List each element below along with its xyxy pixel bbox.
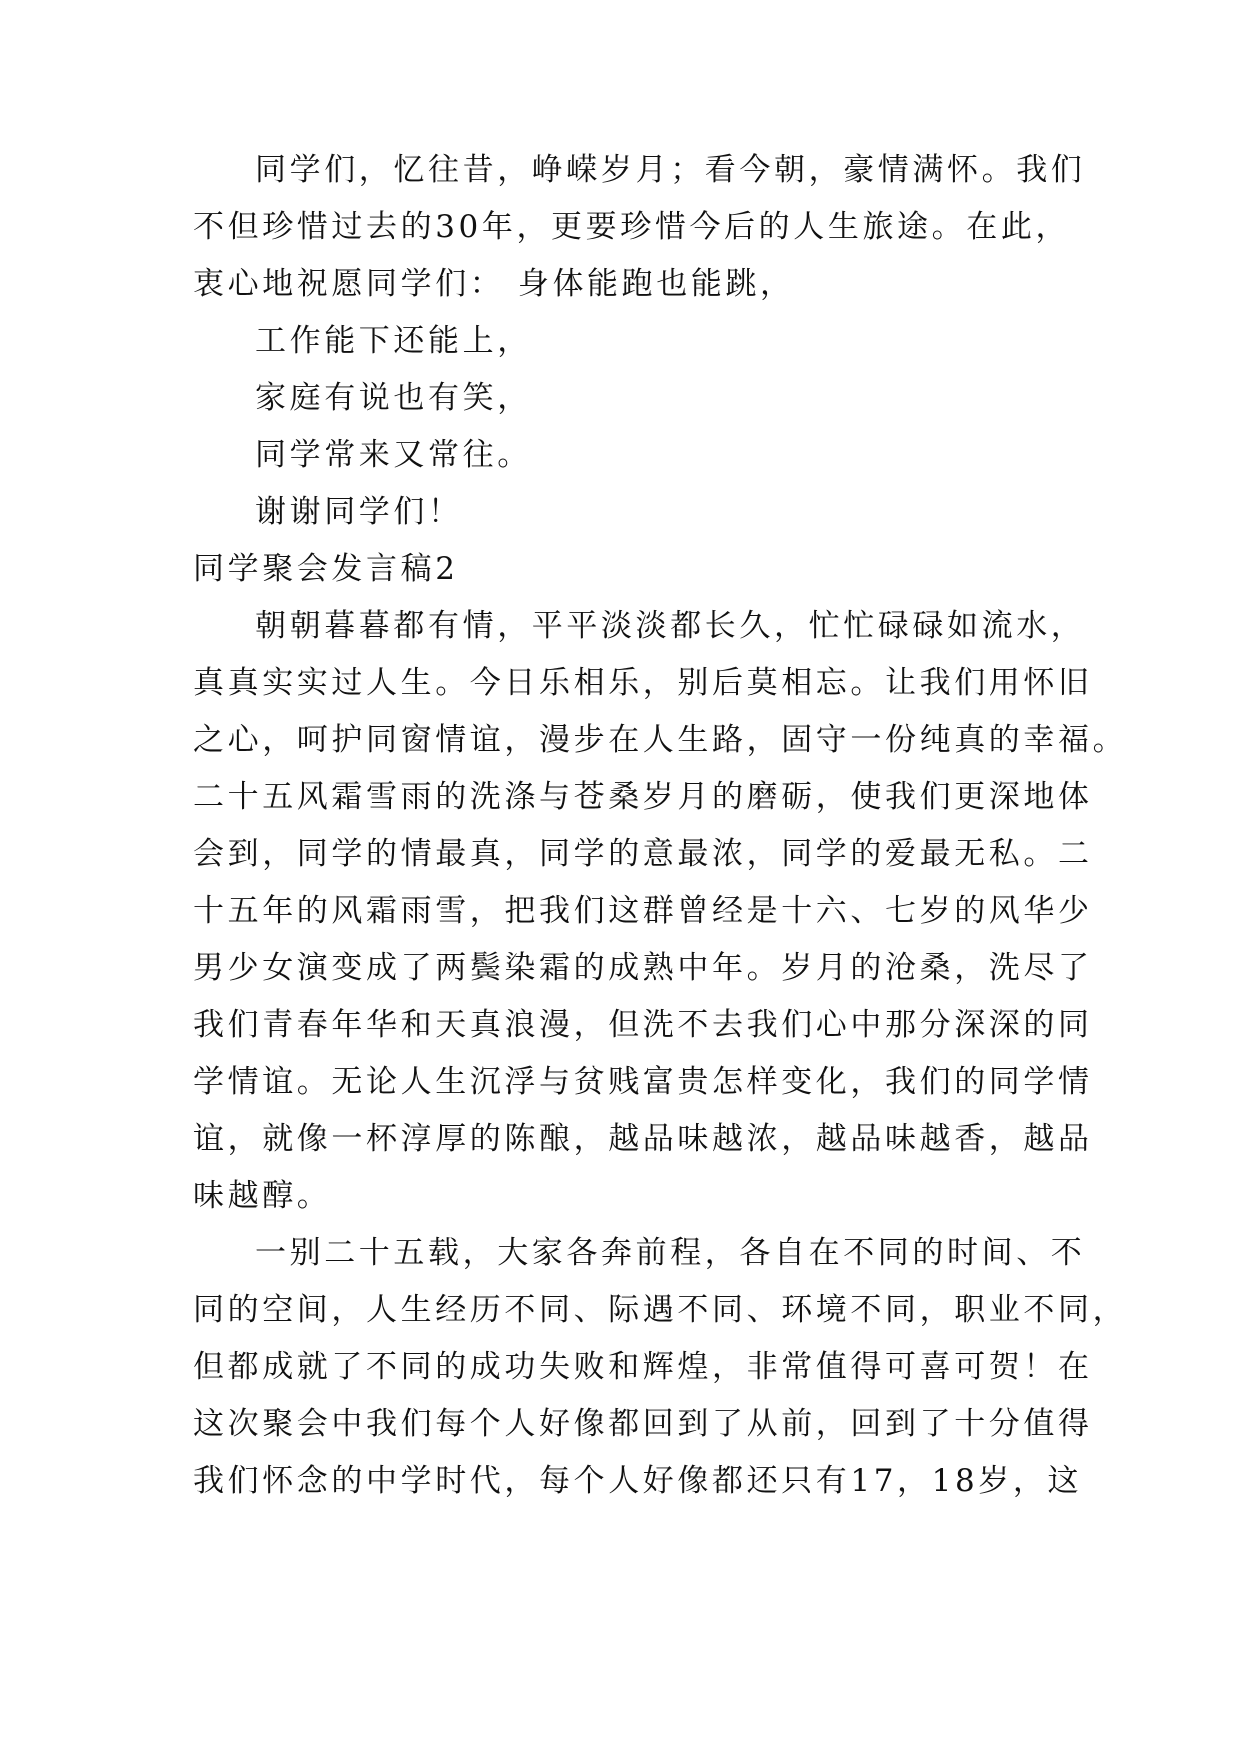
poem-line: 工作能下还能上，	[255, 323, 532, 359]
paragraph-line: 我们青春年华和天真浪漫，但洗不去我们心中那分深深的同	[193, 1007, 1093, 1043]
paragraph-line: 二十五风霜雪雨的洗涤与苍桑岁月的磨砺，使我们更深地体	[193, 779, 1093, 815]
paragraph-line: 味越醇。	[193, 1178, 332, 1214]
poem-line: 家庭有说也有笑，	[255, 380, 532, 416]
paragraph-line: 十五年的风霜雨雪，把我们这群曾经是十六、七岁的风华少	[193, 893, 1093, 929]
paragraph-line: 同学们，忆往昔，峥嵘岁月；看今朝，豪情满怀。我们	[255, 152, 1086, 188]
paragraph-line: 学情谊。无论人生沉浮与贫贱富贵怎样变化，我们的同学情	[193, 1064, 1093, 1100]
paragraph-line: 我们怀念的中学时代，每个人好像都还只有17，18岁，这	[193, 1463, 1083, 1499]
poem-line: 同学常来又常往。	[255, 437, 532, 473]
paragraph-line: 朝朝暮暮都有情，平平淡淡都长久，忙忙碌碌如流水，	[255, 608, 1086, 644]
closing-line: 谢谢同学们！	[255, 494, 463, 530]
paragraph-line: 一别二十五载，大家各奔前程，各自在不同的时间、不	[255, 1235, 1086, 1271]
paragraph-line: 谊，就像一杯淳厚的陈酿，越品味越浓，越品味越香，越品	[193, 1121, 1093, 1157]
paragraph-line: 同的空间，人生经历不同、际遇不同、环境不同，职业不同，	[193, 1292, 1128, 1328]
paragraph-line: 衷心地祝愿同学们： 身体能跑也能跳，	[193, 266, 795, 302]
paragraph-line: 不但珍惜过去的30年，更要珍惜今后的人生旅途。在此，	[193, 209, 1071, 245]
paragraph-line: 这次聚会中我们每个人好像都回到了从前，回到了十分值得	[193, 1406, 1093, 1442]
paragraph-line: 会到，同学的情最真，同学的意最浓，同学的爱最无私。二	[193, 836, 1093, 872]
paragraph-line: 男少女演变成了两鬓染霜的成熟中年。岁月的沧桑，洗尽了	[193, 950, 1093, 986]
paragraph-line: 之心，呵护同窗情谊，漫步在人生路，固守一份纯真的幸福。	[193, 722, 1128, 758]
paragraph-line: 但都成就了不同的成功失败和辉煌，非常值得可喜可贺！在	[193, 1349, 1093, 1385]
section-heading: 同学聚会发言稿2	[193, 551, 459, 587]
paragraph-line: 真真实实过人生。今日乐相乐，别后莫相忘。让我们用怀旧	[193, 665, 1093, 701]
